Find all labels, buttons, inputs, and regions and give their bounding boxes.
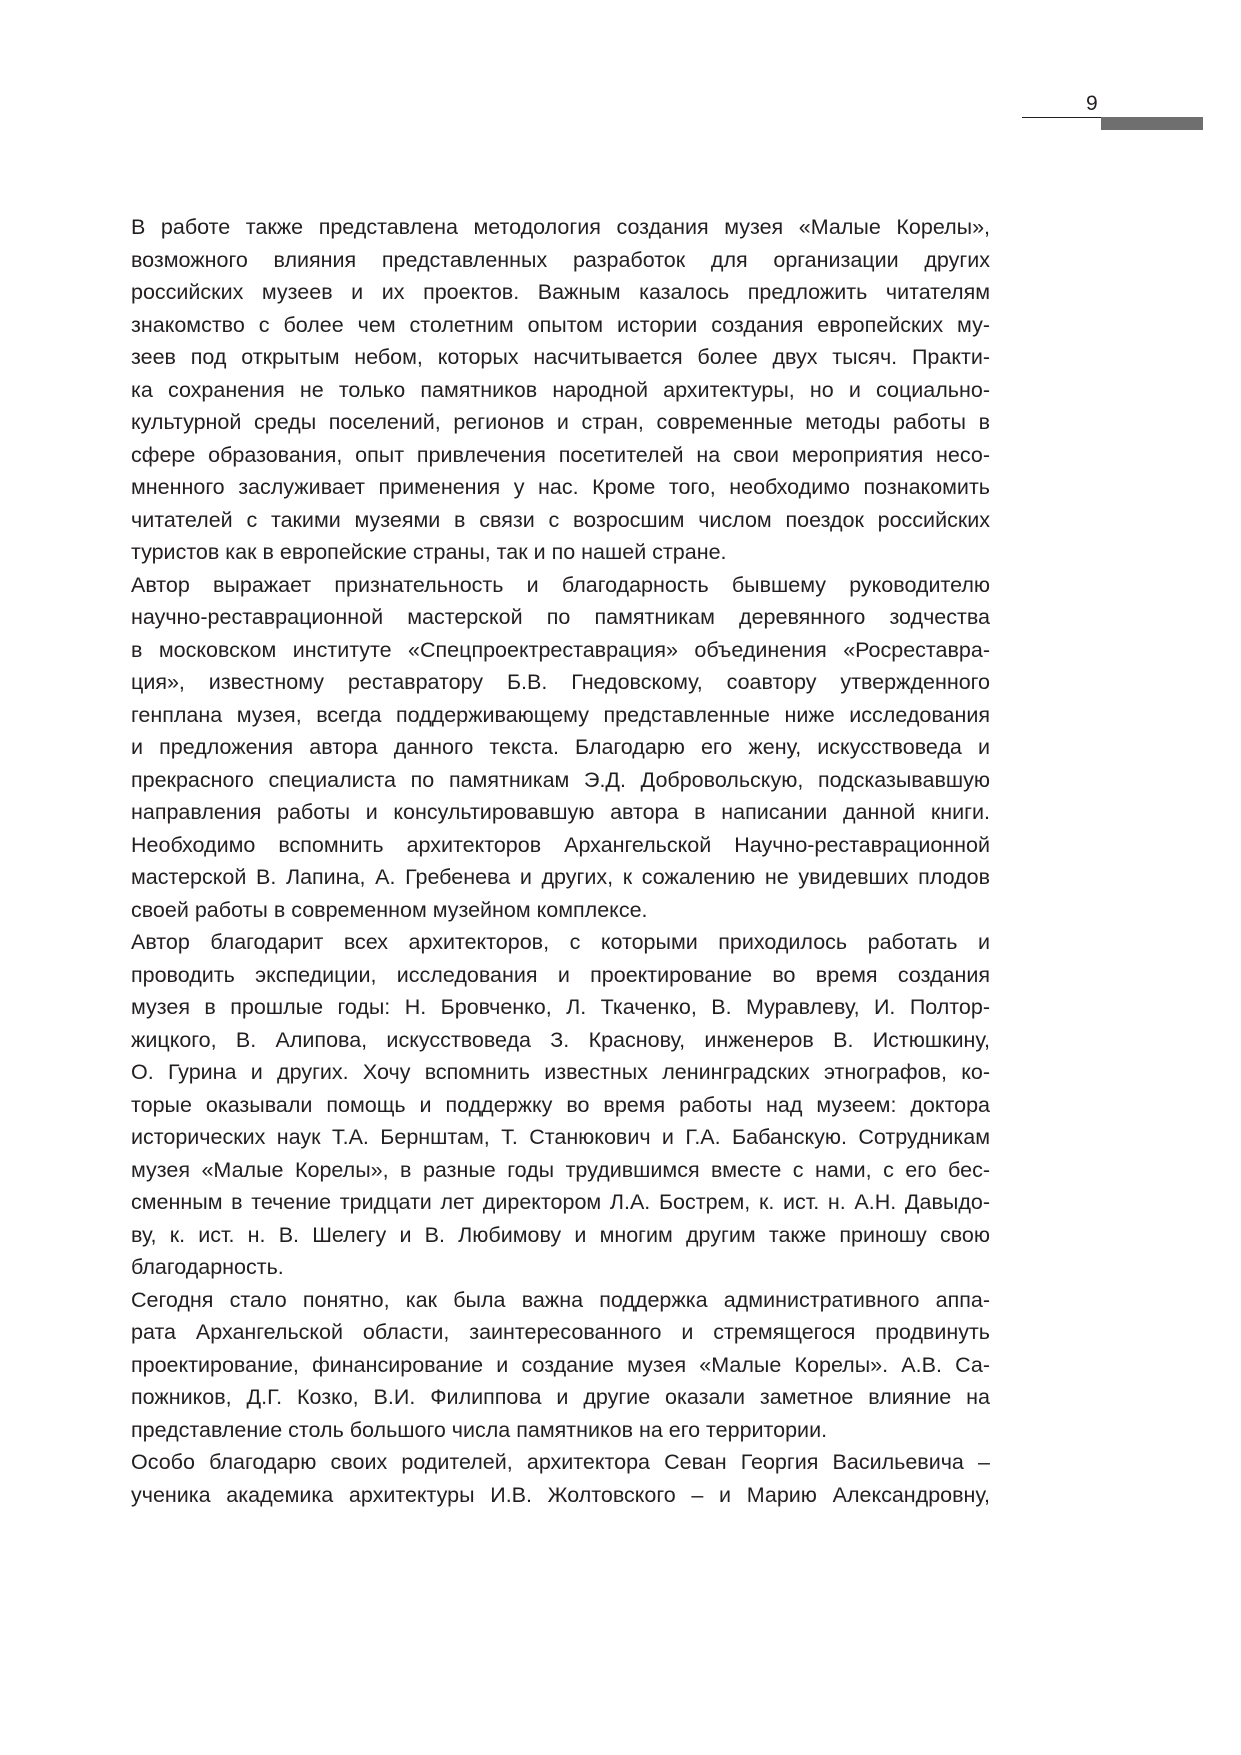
text-line: ученика академика архитектуры И.В. Жолтовского – и Марию Александровну, [131, 1482, 990, 1507]
text-line: Сегодня стало понятно, как была важна поддержка административного аппа- [131, 1287, 990, 1312]
text-line: сфере образования, опыт привлечения посетителей на свои мероприятия несо- [131, 442, 990, 467]
text-line: О. Гурина и других. Хочу вспомнить известных ленинградских этнографов, ко- [131, 1060, 990, 1084]
text-line: ву, к. ист. н. В. Шелегу и В. Любимову и многим другим также приношу свою [131, 1222, 990, 1247]
text-line: направления работы и консультировавшую автора в написании данной книги. [131, 800, 990, 824]
text-line: музея в прошлые годы: Н. Бровченко, Л. Ткаченко, В. Муравлеву, И. Полтор- [131, 995, 990, 1019]
text-line: мастерской В. Лапина, А. Гребенева и других, к сожалению не увидевших плодов [131, 865, 990, 889]
text-line: Автор благодарит всех архитекторов, с которыми приходилось работать и [131, 930, 990, 954]
text-line: зеев под открытым небом, которых насчитывается более двух тысяч. Практи- [131, 345, 990, 369]
text-line: генплана музея, всегда поддерживающему представленные ниже исследования [131, 702, 990, 727]
text-line: проектирование, финансирование и создание музея «Малые Корелы». А.В. Са- [131, 1352, 990, 1377]
text-line: Особо благодарю своих родителей, архитектора Севан Георгия Васильевича – [131, 1450, 990, 1474]
text-line: музея «Малые Корелы», в разные годы трудившимся вместе с нами, с его бес- [131, 1157, 990, 1182]
text-line: торые оказывали помощь и поддержку во время работы над музеем: доктора [131, 1092, 990, 1117]
text-line: проводить экспедиции, исследования и проектирование во время создания [131, 962, 990, 987]
text-line: возможного влияния представленных разработок для организации других [131, 247, 990, 272]
text-line: благодарность. [131, 1255, 284, 1279]
page-number: 9 [1086, 92, 1098, 115]
text-line: сменным в течение тридцати лет директором Л.А. Бострем, к. ист. н. А.Н. Давыдо- [131, 1190, 990, 1214]
text-line: российских музеев и их проектов. Важным казалось предложить читателям [131, 280, 990, 304]
text-line: представление столь большого числа памятников на его территории. [131, 1417, 828, 1442]
text-line: Необходимо вспомнить архитекторов Архангельской Научно-реставрационной [131, 832, 990, 857]
text-line: пожников, Д.Г. Козко, В.И. Филиппова и другие оказали заметное влияние на [131, 1385, 990, 1409]
text-line: научно-реставрационной мастерской по памятникам деревянного зодчества [131, 605, 990, 629]
text-line: культурной среды поселений, регионов и стран, современные методы работы в [131, 410, 990, 434]
text-line: читателей с такими музеями в связи с возросшим числом поездок российских [131, 507, 990, 532]
text-line: исторических наук Т.А. Бернштам, Т. Станюкович и Г.А. Бабанскую. Сотрудникам [131, 1125, 990, 1149]
header-rule-bar [1101, 117, 1203, 130]
text-line: прекрасного специалиста по памятникам Э.Д. Добровольскую, подсказывавшую [131, 767, 990, 792]
page-header [0, 0, 1241, 140]
header-rule-line [1022, 117, 1107, 118]
text-line: мненного заслуживает применения у нас. Кроме того, необходимо познакомить [131, 475, 990, 499]
body-text [131, 211, 990, 1511]
text-line: рата Архангельской области, заинтересованного и стремящегося продвинуть [131, 1320, 990, 1344]
text-line: В работе также представлена методология создания музея «Малые Корелы», [131, 215, 990, 239]
text-line: туристов как в европейские страны, так и по нашей стране. [131, 540, 727, 564]
text-line: и предложения автора данного текста. Благодарю его жену, искусствоведа и [131, 735, 990, 759]
text-line: своей работы в современном музейном комплексе. [131, 897, 648, 922]
text-line: Автор выражает признательность и благодарность бывшему руководителю [131, 572, 990, 597]
text-line: жицкого, В. Алипова, искусствоведа З. Краснову, инженеров В. Истюшкину, [131, 1027, 990, 1052]
text-line: в московском институте «Спецпроектреставрация» объединения «Росреставра- [131, 637, 990, 662]
text-line: ка сохранения не только памятников народной архитектуры, но и социально- [131, 377, 990, 402]
text-line: ция», известному реставратору Б.В. Гнедовскому, соавтору утвержденного [131, 670, 990, 694]
text-line: знакомство с более чем столетним опытом истории создания европейских му- [131, 312, 990, 337]
